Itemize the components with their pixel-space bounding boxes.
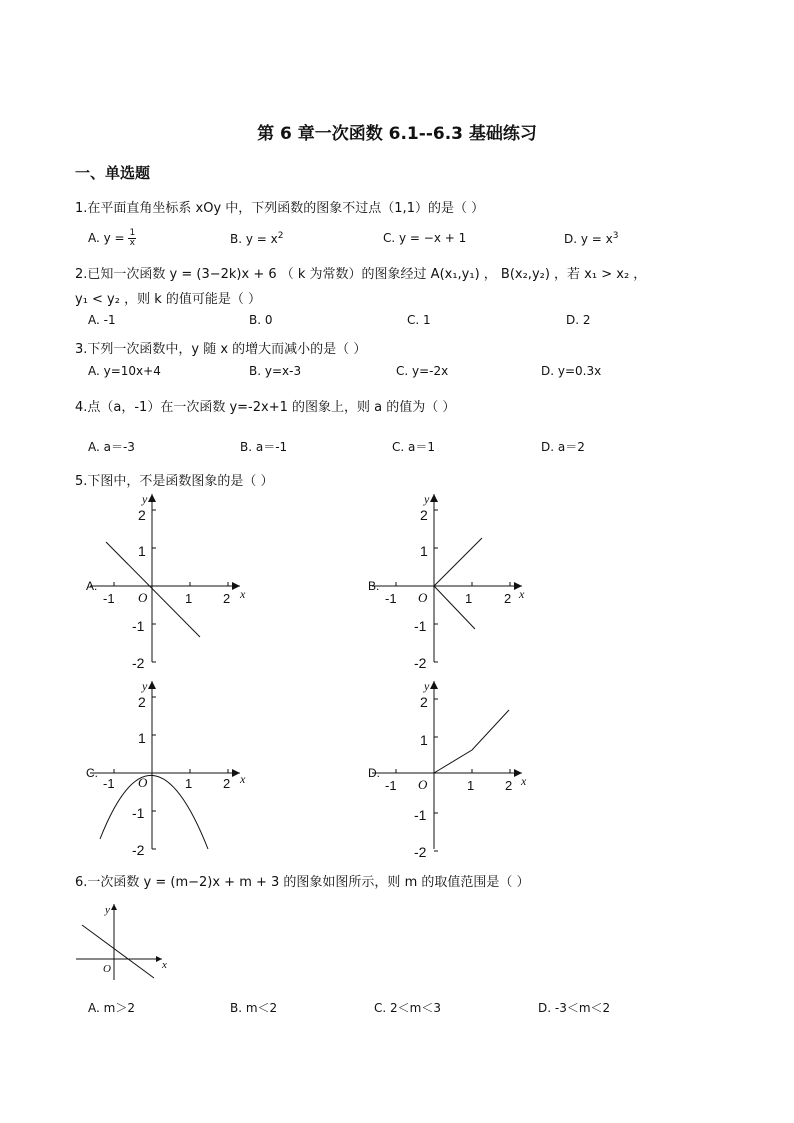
graph-curve: [434, 710, 509, 773]
page-title: 第 6 章一次函数 6.1--6.3 基础练习: [257, 124, 537, 144]
tick-label: 1: [420, 732, 428, 748]
x-axis-label: x: [240, 772, 246, 786]
question-6-stem: 6.一次函数 y = (m−2)x + m + 3 的图象如图所示，则 m 的取值范围是（ ）: [75, 875, 530, 890]
tick-label: 2: [504, 591, 512, 606]
tick-label: 2: [138, 507, 146, 523]
tick-label: -2: [132, 655, 145, 671]
origin-label: O: [138, 775, 148, 790]
tick-label: 2: [420, 507, 428, 523]
y-axis-label: y: [424, 679, 430, 693]
q3-option-c[interactable]: C. y=-2x: [396, 364, 449, 378]
tick-label: -1: [103, 776, 115, 791]
y-axis-arrow: [148, 494, 156, 502]
y-axis-label: y: [142, 492, 148, 506]
q4-option-a[interactable]: A. a＝-3: [88, 440, 135, 454]
q6-option-d[interactable]: D. -3＜m＜2: [538, 1001, 611, 1015]
q1-option-a[interactable]: [88, 229, 136, 248]
tick-label: -1: [414, 807, 427, 823]
q3-option-d[interactable]: D. y=0.3x: [541, 364, 602, 378]
tick-label: -2: [132, 842, 145, 858]
question-2-stem-line2: y₁ < y₂ ，则 k 的值可能是（ ）: [75, 292, 262, 307]
x-axis-label: x: [240, 587, 246, 601]
q1-option-b[interactable]: [230, 231, 283, 246]
q3-option-b[interactable]: B. y=x-3: [249, 364, 302, 378]
tick-label: -2: [414, 844, 427, 860]
x-axis-label: x: [519, 587, 525, 601]
y-axis-label: y: [424, 492, 430, 506]
y-axis-arrow: [430, 494, 438, 502]
question-2-stem-line1: 2.已知一次函数 y = (3−2k)x + 6 （ k 为常数）的图象经过 A(x₁,y₁) ， B(x₂,y₂) ，若 x₁ > x₂ ，: [75, 267, 647, 282]
tick-label: 1: [420, 543, 428, 559]
tick-label: -1: [414, 618, 427, 634]
q5-graph-a: [80, 490, 255, 670]
q6-option-b[interactable]: B. m＜2: [230, 1001, 278, 1015]
q4-option-d[interactable]: D. a＝2: [541, 440, 585, 454]
q1-option-c[interactable]: C. y = −x + 1: [383, 231, 467, 245]
question-5-stem: 5.下图中，不是函数图象的是（ ）: [75, 474, 274, 489]
question-3-stem: 3.下列一次函数中，y 随 x 的增大而减小的是（ ）: [75, 342, 367, 357]
q1-option-d-exponent: 3: [612, 231, 619, 241]
y-axis-arrow: [148, 681, 156, 689]
tick-label: -1: [132, 805, 145, 821]
graph-line: [82, 925, 154, 978]
x-axis-arrow: [232, 769, 240, 777]
origin-label: O: [103, 963, 111, 975]
q1-option-b-text: B. y = x: [230, 232, 278, 246]
graph-curve: [106, 542, 200, 637]
tick-label: -1: [103, 591, 115, 606]
fraction-denominator: x: [129, 238, 135, 248]
graph-curve: [434, 538, 482, 586]
tick-label: 1: [467, 778, 475, 793]
option-label: A.: [86, 579, 98, 593]
section-heading: 一、单选题: [75, 164, 151, 182]
question-1-stem: 1.在平面直角坐标系 xOy 中，下列函数的图象不过点（1,1）的是（ ）: [75, 201, 485, 216]
tick-label: 2: [420, 694, 428, 710]
q2-option-d[interactable]: D. 2: [566, 313, 591, 327]
q4-option-b[interactable]: B. a＝-1: [240, 440, 288, 454]
fraction-numerator: 1: [129, 228, 136, 238]
q3-option-a[interactable]: A. y=10x+4: [88, 364, 161, 378]
q1-option-d[interactable]: [564, 231, 619, 246]
q4-option-c[interactable]: C. a＝1: [392, 440, 435, 454]
q1-option-a-text: A. y =: [88, 231, 125, 245]
tick-label: -1: [385, 591, 397, 606]
q5-graph-d: [362, 677, 537, 860]
tick-label: -1: [385, 778, 397, 793]
tick-label: 2: [138, 694, 146, 710]
y-axis-label: y: [142, 679, 148, 693]
fraction: [128, 229, 136, 248]
option-label: C.: [86, 766, 98, 780]
origin-label: O: [138, 590, 148, 605]
q1-option-b-exponent: 2: [277, 231, 284, 241]
q5-graph-c: [80, 677, 255, 857]
q6-option-a[interactable]: A. m＞2: [88, 1001, 135, 1015]
tick-label: -2: [414, 655, 427, 671]
q2-option-b[interactable]: B. 0: [249, 313, 273, 327]
q6-option-c[interactable]: C. 2＜m＜3: [374, 1001, 441, 1015]
question-4-stem: 4.点（a，-1）在一次函数 y=-2x+1 的图象上，则 a 的值为（ ）: [75, 400, 456, 415]
tick-label: 1: [185, 776, 193, 791]
q6-graph: [74, 900, 174, 985]
y-axis-label: y: [105, 904, 110, 916]
option-label: B.: [368, 579, 380, 593]
tick-label: 2: [223, 591, 231, 606]
y-axis-arrow: [430, 681, 438, 689]
tick-label: 1: [138, 543, 146, 559]
q5-graph-b: [362, 490, 537, 670]
y-axis-arrow: [111, 904, 117, 910]
tick-label: 1: [185, 591, 193, 606]
tick-label: 1: [465, 591, 473, 606]
q1-option-d-text: D. y = x: [564, 232, 613, 246]
x-axis-label: x: [162, 959, 167, 971]
q2-option-c[interactable]: C. 1: [407, 313, 431, 327]
option-label: D.: [368, 766, 380, 780]
tick-label: 1: [138, 730, 146, 746]
origin-label: O: [418, 590, 428, 605]
x-axis-arrow: [232, 582, 240, 590]
tick-label: 2: [505, 778, 513, 793]
tick-label: -1: [132, 618, 145, 634]
tick-label: 2: [223, 776, 231, 791]
x-axis-label: x: [521, 774, 527, 788]
q2-option-a[interactable]: A. -1: [88, 313, 116, 327]
origin-label: O: [418, 777, 428, 792]
